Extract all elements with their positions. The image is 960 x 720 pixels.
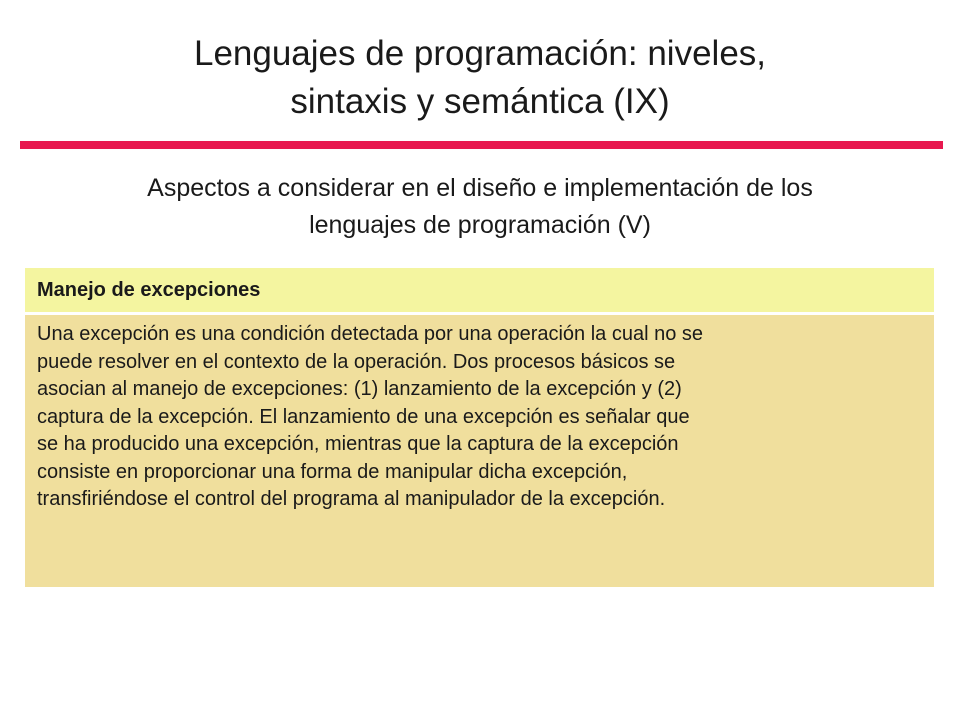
box-heading: Manejo de excepciones xyxy=(25,268,934,312)
slide-subtitle-line-2: lenguajes de programación (V) xyxy=(309,211,651,239)
body-line: asocian al manejo de excepciones: (1) lanzamiento de la excepción y (2) xyxy=(37,378,682,400)
slide-subtitle-line-1: Aspectos a considerar en el diseño e implementación de los xyxy=(147,174,813,202)
body-line: captura de la excepción. El lanzamiento de una excepción es señalar que xyxy=(37,405,690,428)
accent-divider xyxy=(20,141,943,149)
body-line: puede resolver en el contexto de la operación. Dos procesos básicos se xyxy=(37,350,676,373)
body-line: consiste en proporcionar una forma de manipular dicha excepción, xyxy=(37,460,628,483)
body-line: se ha producido una excepción, mientras que la captura de la excepción xyxy=(37,433,679,455)
slide-title-line-2: sintaxis y semántica (IX) xyxy=(290,82,670,121)
body-line: transfiriéndose el control del programa al manipulador de la excepción. xyxy=(37,488,666,510)
box-body xyxy=(25,315,934,587)
body-line: Una excepción es una condición detectada por una operación la cual no se xyxy=(37,323,704,345)
slide-title xyxy=(40,30,920,126)
slide-subtitle xyxy=(40,170,920,244)
slide-title-line-1: Lenguajes de programación: niveles, xyxy=(193,34,767,73)
